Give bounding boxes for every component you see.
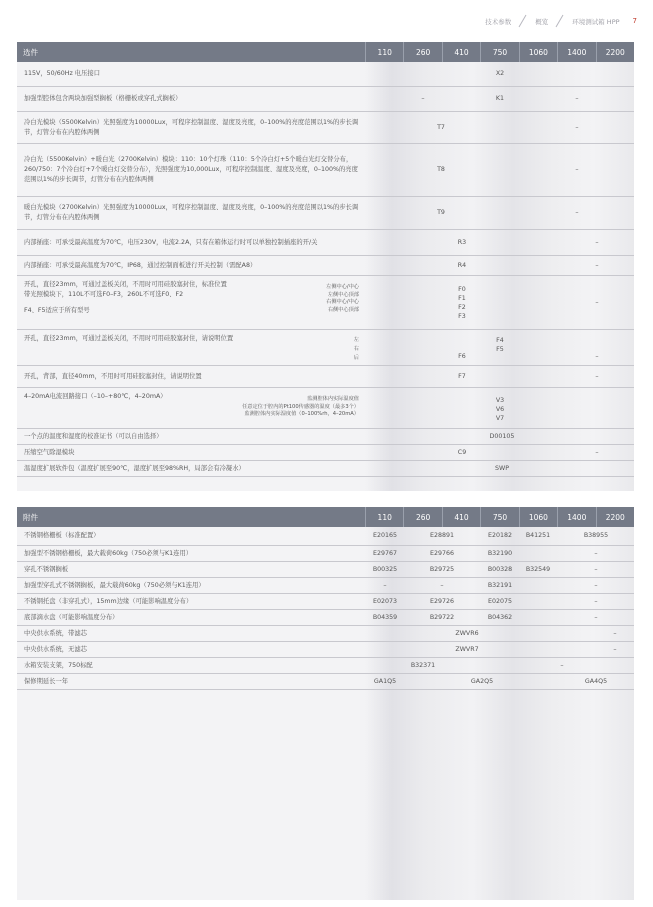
row-value: GA4Q5: [584, 677, 608, 685]
row-value: B41251: [525, 531, 551, 539]
row-value: –: [421, 94, 425, 102]
row-value: –: [560, 661, 564, 669]
row-value: SWP: [494, 464, 510, 472]
row-value: B32371: [410, 661, 436, 669]
nav-item-overview[interactable]: 概览: [535, 17, 549, 26]
row-value: B04362: [487, 613, 513, 621]
table-row: [17, 366, 634, 388]
row-label: 4–20mA电流回路接口（–10–+80℃，4–20mA）: [24, 393, 167, 400]
table-row: [17, 527, 634, 546]
row-value: E29766: [429, 549, 454, 557]
row-value: GA2Q5: [470, 677, 494, 685]
row-value: B00325: [372, 565, 398, 573]
table-row: [17, 330, 634, 366]
table-row: [17, 546, 634, 562]
row-label: 内部插座：可承受最高温度为70℃，IP68，通过控制面板进行开关控制（需配A8）: [24, 261, 257, 269]
position-list: 监测腔体内实际温度值 任意定位于腔内的Pt100传感器的温度（最多3个） 监测腔体内实际湿度值（0–100%rh，4–20mA）: [242, 396, 359, 418]
table-row: [17, 594, 634, 610]
row-label: 冷白光（5500Kelvin）+暖白光（2700Kelvin）模块：110：10个灯珠（110：5个冷白灯+5个暖白光灯交替分布，260/750：7个冷白灯+7个暖白灯交替分布），光照强度为10,000Lux，可程序控制温度、湿度及亮度，0–100%的亮度范围以1%的步长调节，灯管分布在内腔体两侧: [24, 155, 358, 184]
separator-icon: [516, 16, 530, 26]
row-value: E28891: [429, 531, 454, 539]
table-row: [17, 256, 634, 276]
row-value: T7: [437, 123, 445, 131]
row-label: 加强型穿孔式不锈钢搁板，最大载荷60kg（750必须与K1连用）: [24, 581, 205, 589]
header-size-410: 410: [442, 42, 480, 62]
row-value-list: F4 F5: [496, 337, 504, 354]
position-list: 左 右 后: [353, 337, 359, 361]
row-value: –: [595, 238, 599, 246]
header-size-2200: 2200: [596, 42, 634, 62]
row-label: 加强型腔体包含两块加强型搁板（格栅板或穿孔式搁板）: [24, 94, 182, 102]
row-value: F7: [458, 372, 466, 380]
row-label: 115V，50/60Hz 电压接口: [24, 69, 100, 77]
page-number: 7: [632, 17, 637, 25]
header-size-1060: 1060: [519, 42, 557, 62]
table-row: [17, 578, 634, 594]
header-size-260: 260: [403, 42, 441, 62]
row-value: –: [595, 352, 599, 360]
row-label: 暖白光模块（2700Kelvin）光照强度为10000Lux，可程序控制温度、湿度及亮度，0–100%的亮度范围以1%的步长调节，灯管分布在内腔体两侧: [24, 203, 359, 221]
table-row: [17, 429, 634, 445]
table-row: [17, 197, 634, 230]
row-value: E20182: [487, 531, 512, 539]
row-label: 中央供水系统，无滤芯: [24, 645, 87, 653]
accessories-table-header: [17, 507, 634, 527]
top-nav: [485, 16, 637, 26]
row-value: –: [595, 448, 599, 456]
table-row: [17, 642, 634, 658]
header-size-110: 110: [365, 42, 403, 62]
options-table-header: [17, 42, 634, 62]
row-value-list: V3 V6 V7: [495, 397, 505, 423]
row-value: –: [595, 298, 599, 306]
accessories-table: [17, 507, 634, 900]
table-row: [17, 112, 634, 144]
header-size-750: 750: [480, 42, 518, 62]
row-value: E02075: [487, 597, 512, 605]
row-value: X2: [495, 69, 505, 77]
row-value: –: [613, 645, 617, 653]
header-size-1400: 1400: [557, 507, 595, 527]
header-size-2200: 2200: [596, 507, 634, 527]
row-label: 加强型不锈钢格栅板，最大载荷60kg（750必须与K1连用）: [24, 549, 193, 557]
header-label: 附件: [23, 512, 38, 522]
row-value: B00328: [487, 565, 513, 573]
row-value: –: [594, 613, 598, 621]
row-label: 水箱安装支架，750标配: [24, 661, 93, 669]
row-value: R4: [457, 261, 467, 269]
row-value: –: [575, 94, 579, 102]
row-value: K1: [495, 94, 505, 102]
row-value: T8: [437, 165, 445, 173]
table-row: [17, 610, 634, 626]
row-value: GA1Q5: [373, 677, 397, 685]
header-size-1060: 1060: [519, 507, 557, 527]
nav-item-specs[interactable]: 技术参数: [485, 17, 512, 26]
table-row: [17, 144, 634, 197]
table-row: [17, 626, 634, 642]
row-value: –: [383, 581, 387, 589]
header-label: 选件: [23, 47, 38, 57]
row-value: –: [575, 123, 579, 131]
row-value: R3: [457, 238, 467, 246]
row-value: T9: [437, 208, 445, 216]
nav-item-product[interactable]: 环境测试箱 HPP: [572, 17, 620, 26]
row-label: 不锈钢格栅板（标准配置）: [24, 531, 100, 539]
row-label: 不锈钢托盘（非穿孔式），15mm边缘（可能影响温度分布）: [24, 597, 193, 605]
row-value: B38955: [583, 531, 609, 539]
table-row: [17, 562, 634, 578]
separator-icon: [553, 16, 567, 26]
row-label: 穿孔不锈钢搁板: [24, 565, 69, 573]
header-size-1400: 1400: [557, 42, 595, 62]
row-value: –: [594, 565, 598, 573]
position-list: 左侧中心/中心 左侧中心顶部 右侧中心/中心 右侧中心顶部: [326, 284, 359, 313]
row-value: B29725: [429, 565, 455, 573]
table-row: [17, 461, 634, 477]
row-label: 内部插座：可承受最高温度为70℃，电压230V，电流2.2A，只有在箱体运行时可以单独控制插座的开/关: [24, 238, 318, 246]
row-label: 压缩空气除湿模块: [24, 448, 75, 456]
row-value: B32549: [525, 565, 551, 573]
header-size-750: 750: [480, 507, 518, 527]
row-value: D00105: [489, 432, 515, 440]
table-row: [17, 276, 634, 330]
row-label: 保修期延长一年: [24, 677, 69, 685]
row-value: E02073: [372, 597, 397, 605]
row-label: 底部滴水盘（可能影响温度分布）: [24, 613, 119, 621]
row-value: –: [595, 372, 599, 380]
row-value: E29767: [372, 549, 397, 557]
header-size-410: 410: [442, 507, 480, 527]
row-label: 开孔，直径23mm，可通过盖板关闭，不用时可用硅胶塞封住，请说明位置: [24, 335, 234, 342]
table-row: [17, 445, 634, 461]
row-value: –: [594, 581, 598, 589]
row-label: 开孔，背部，直径40mm，不用时可用硅胶塞封住，请说明位置: [24, 372, 202, 380]
row-value: B32190: [487, 549, 513, 557]
row-label: 一个点的温度和湿度的校准证书（可以自由选择）: [24, 432, 163, 440]
row-value: F6: [458, 352, 466, 360]
row-value: ZWVR7: [455, 645, 479, 653]
row-value: –: [595, 261, 599, 269]
row-value: B04359: [372, 613, 398, 621]
row-value: –: [594, 549, 598, 557]
table-row: [17, 658, 634, 674]
header-size-260: 260: [403, 507, 441, 527]
row-value: E29726: [429, 597, 454, 605]
row-value: –: [440, 581, 444, 589]
row-value: –: [575, 208, 579, 216]
row-value: –: [613, 629, 617, 637]
table-row: [17, 87, 634, 112]
table-row: [17, 388, 634, 429]
row-value: C9: [457, 448, 467, 456]
row-value: –: [594, 597, 598, 605]
row-label: 开孔，直径23mm，可通过盖板关闭，不用时可用硅胶塞封住，标准位置 带光照模块下，110L不可选F0–F3，260L不可选F0、F2 F4、F5适应于所有型号: [24, 281, 227, 315]
row-label: 冷白光模块（5500Kelvin）光照强度为10000Lux，可程序控制温度、湿度及亮度，0–100%的亮度范围以1%的步长调节，灯管分布在内腔体两侧: [24, 118, 359, 136]
options-table: [17, 42, 634, 491]
row-value: B32191: [487, 581, 513, 589]
row-value: –: [575, 165, 579, 173]
header-size-110: 110: [365, 507, 403, 527]
table-row: [17, 230, 634, 256]
table-row: [17, 674, 634, 690]
row-label: 温湿度扩展软件包（温度扩展至90℃，湿度扩展至98%RH，局部会有冷凝水）: [24, 464, 245, 472]
row-value: ZWVR6: [455, 629, 479, 637]
table-row: [17, 62, 634, 87]
row-label: 中央供水系统，带滤芯: [24, 629, 87, 637]
row-value-list: F0 F1 F2 F3: [458, 285, 466, 320]
row-value: E20165: [372, 531, 397, 539]
row-value: B29722: [429, 613, 455, 621]
